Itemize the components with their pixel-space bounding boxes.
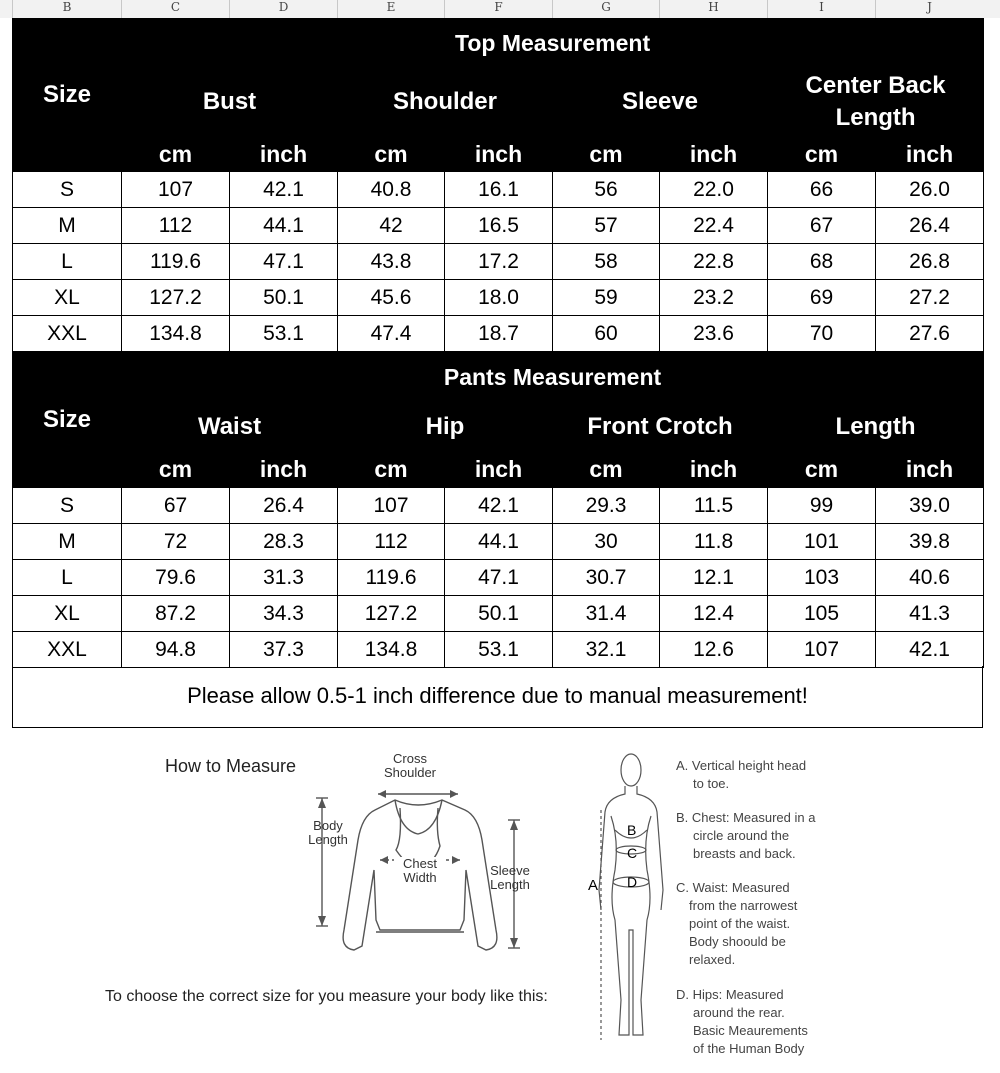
value-cell: 12.1 xyxy=(660,560,768,596)
value-cell: 44.1 xyxy=(230,208,338,244)
value-cell: 18.7 xyxy=(445,316,553,352)
value-cell: 26.8 xyxy=(876,244,984,280)
value-cell: 42.1 xyxy=(445,488,553,524)
value-cell: 26.0 xyxy=(876,172,984,208)
unit-header: cm xyxy=(122,452,230,488)
value-cell: 45.6 xyxy=(338,280,445,316)
size-cell: XL xyxy=(13,596,122,632)
value-cell: 11.5 xyxy=(660,488,768,524)
chest-width-label: Chest Width xyxy=(394,857,446,885)
value-cell: 31.4 xyxy=(553,596,660,632)
value-cell: 67 xyxy=(768,208,876,244)
top-measurement-table xyxy=(12,18,984,352)
size-header: Size xyxy=(13,19,122,172)
unit-header: inch xyxy=(230,137,338,172)
size-cell: L xyxy=(13,560,122,596)
pants-measurement-title: Pants Measurement xyxy=(122,353,984,403)
body-length-label: Body Length xyxy=(308,818,348,847)
value-cell: 40.8 xyxy=(338,172,445,208)
value-cell: 26.4 xyxy=(876,208,984,244)
length-header: Length xyxy=(768,403,984,452)
marker-c: C xyxy=(627,845,638,861)
value-cell: 134.8 xyxy=(122,316,230,352)
spreadsheet-column-header xyxy=(0,0,1000,18)
cross-shoulder-label: Cross Shoulder xyxy=(383,751,437,780)
value-cell: 11.8 xyxy=(660,524,768,560)
value-cell: 57 xyxy=(553,208,660,244)
unit-header: cm xyxy=(122,137,230,172)
marker-d: D xyxy=(627,874,638,890)
column-letter[interactable]: B xyxy=(12,0,121,18)
unit-header: inch xyxy=(660,137,768,172)
column-letter[interactable]: F xyxy=(444,0,552,18)
value-cell: 34.3 xyxy=(230,596,338,632)
value-cell: 107 xyxy=(338,488,445,524)
size-cell: S xyxy=(13,172,122,208)
size-cell: L xyxy=(13,244,122,280)
value-cell: 53.1 xyxy=(445,632,553,668)
value-cell: 112 xyxy=(338,524,445,560)
value-cell: 42.1 xyxy=(876,632,984,668)
description-b: B. Chest: Measured in a circle around the breasts and back. xyxy=(676,810,816,861)
front-crotch-header: Front Crotch xyxy=(553,403,768,452)
column-letter[interactable]: E xyxy=(337,0,444,18)
unit-header: inch xyxy=(876,452,984,488)
value-cell: 101 xyxy=(768,524,876,560)
sleeve-length-label: Sleeve Length xyxy=(490,863,530,892)
value-cell: 16.1 xyxy=(445,172,553,208)
unit-header: inch xyxy=(230,452,338,488)
table-row xyxy=(13,524,984,560)
size-cell: S xyxy=(13,488,122,524)
size-cell: M xyxy=(13,208,122,244)
value-cell: 17.2 xyxy=(445,244,553,280)
value-cell: 29.3 xyxy=(553,488,660,524)
value-cell: 42 xyxy=(338,208,445,244)
value-cell: 22.8 xyxy=(660,244,768,280)
pants-measurement-table xyxy=(12,352,984,668)
column-letter[interactable]: C xyxy=(121,0,229,18)
measurement-note: Please allow 0.5-1 inch difference due to manual measurement! xyxy=(12,666,983,728)
unit-header: cm xyxy=(768,452,876,488)
value-cell: 22.4 xyxy=(660,208,768,244)
unit-header: cm xyxy=(553,452,660,488)
value-cell: 31.3 xyxy=(230,560,338,596)
column-letter[interactable]: H xyxy=(659,0,767,18)
value-cell: 44.1 xyxy=(445,524,553,560)
value-cell: 105 xyxy=(768,596,876,632)
value-cell: 119.6 xyxy=(122,244,230,280)
value-cell: 59 xyxy=(553,280,660,316)
table-row xyxy=(13,280,984,316)
unit-header: cm xyxy=(553,137,660,172)
value-cell: 42.1 xyxy=(230,172,338,208)
table-row xyxy=(13,632,984,668)
shoulder-header: Shoulder xyxy=(338,68,553,137)
value-cell: 47.1 xyxy=(230,244,338,280)
column-letter[interactable]: G xyxy=(552,0,659,18)
value-cell: 87.2 xyxy=(122,596,230,632)
size-cell: XXL xyxy=(13,316,122,352)
marker-b: B xyxy=(627,822,637,838)
table-row xyxy=(13,560,984,596)
table-row xyxy=(13,316,984,352)
value-cell: 23.6 xyxy=(660,316,768,352)
value-cell: 27.6 xyxy=(876,316,984,352)
value-cell: 66 xyxy=(768,172,876,208)
table-row xyxy=(13,488,984,524)
value-cell: 40.6 xyxy=(876,560,984,596)
value-cell: 72 xyxy=(122,524,230,560)
choose-size-instruction: To choose the correct size for you measure your body like this: xyxy=(105,988,548,1005)
value-cell: 70 xyxy=(768,316,876,352)
value-cell: 50.1 xyxy=(230,280,338,316)
value-cell: 127.2 xyxy=(338,596,445,632)
unit-header: cm xyxy=(338,137,445,172)
value-cell: 127.2 xyxy=(122,280,230,316)
value-cell: 99 xyxy=(768,488,876,524)
table-row xyxy=(13,208,984,244)
value-cell: 18.0 xyxy=(445,280,553,316)
unit-header: inch xyxy=(445,452,553,488)
unit-header: cm xyxy=(768,137,876,172)
body-figure xyxy=(585,750,675,1050)
value-cell: 53.1 xyxy=(230,316,338,352)
value-cell: 107 xyxy=(768,632,876,668)
value-cell: 112 xyxy=(122,208,230,244)
hip-header: Hip xyxy=(338,403,553,452)
value-cell: 22.0 xyxy=(660,172,768,208)
marker-a: A xyxy=(588,877,599,894)
value-cell: 58 xyxy=(553,244,660,280)
value-cell: 37.3 xyxy=(230,632,338,668)
value-cell: 79.6 xyxy=(122,560,230,596)
description-c: C. Waist: Measured from the narrowest point of the waist. Body shoould be relaxed. xyxy=(676,880,798,967)
size-cell: M xyxy=(13,524,122,560)
unit-header: inch xyxy=(660,452,768,488)
value-cell: 103 xyxy=(768,560,876,596)
value-cell: 23.2 xyxy=(660,280,768,316)
value-cell: 41.3 xyxy=(876,596,984,632)
value-cell: 119.6 xyxy=(338,560,445,596)
size-cell: XXL xyxy=(13,632,122,668)
value-cell: 67 xyxy=(122,488,230,524)
value-cell: 50.1 xyxy=(445,596,553,632)
value-cell: 43.8 xyxy=(338,244,445,280)
value-cell: 30 xyxy=(553,524,660,560)
size-cell: XL xyxy=(13,280,122,316)
value-cell: 134.8 xyxy=(338,632,445,668)
column-letter[interactable]: D xyxy=(229,0,337,18)
value-cell: 30.7 xyxy=(553,560,660,596)
column-letter[interactable]: I xyxy=(767,0,875,18)
table-row xyxy=(13,172,984,208)
value-cell: 32.1 xyxy=(553,632,660,668)
center-back-length-header: Center Back Length xyxy=(768,68,984,137)
waist-header: Waist xyxy=(122,403,338,452)
top-measurement-title: Top Measurement xyxy=(122,19,984,68)
value-cell: 68 xyxy=(768,244,876,280)
column-letter[interactable]: J xyxy=(875,0,983,18)
value-cell: 47.1 xyxy=(445,560,553,596)
unit-header: inch xyxy=(445,137,553,172)
value-cell: 28.3 xyxy=(230,524,338,560)
value-cell: 60 xyxy=(553,316,660,352)
value-cell: 12.4 xyxy=(660,596,768,632)
value-cell: 26.4 xyxy=(230,488,338,524)
value-cell: 94.8 xyxy=(122,632,230,668)
value-cell: 47.4 xyxy=(338,316,445,352)
unit-header: inch xyxy=(876,137,984,172)
description-d: D. Hips: Measured around the rear. Basic Meaurements of the Human Body xyxy=(676,987,808,1056)
how-to-measure-heading: How to Measure xyxy=(165,756,297,776)
sleeve-header: Sleeve xyxy=(553,68,768,137)
table-row xyxy=(13,596,984,632)
value-cell: 39.8 xyxy=(876,524,984,560)
description-a: A. Vertical height head to toe. xyxy=(676,758,807,791)
value-cell: 16.5 xyxy=(445,208,553,244)
value-cell: 12.6 xyxy=(660,632,768,668)
size-header: Size xyxy=(13,353,122,488)
value-cell: 39.0 xyxy=(876,488,984,524)
value-cell: 69 xyxy=(768,280,876,316)
table-row xyxy=(13,244,984,280)
value-cell: 56 xyxy=(553,172,660,208)
bust-header: Bust xyxy=(122,68,338,137)
head xyxy=(621,754,641,786)
unit-header: cm xyxy=(338,452,445,488)
value-cell: 107 xyxy=(122,172,230,208)
value-cell: 27.2 xyxy=(876,280,984,316)
